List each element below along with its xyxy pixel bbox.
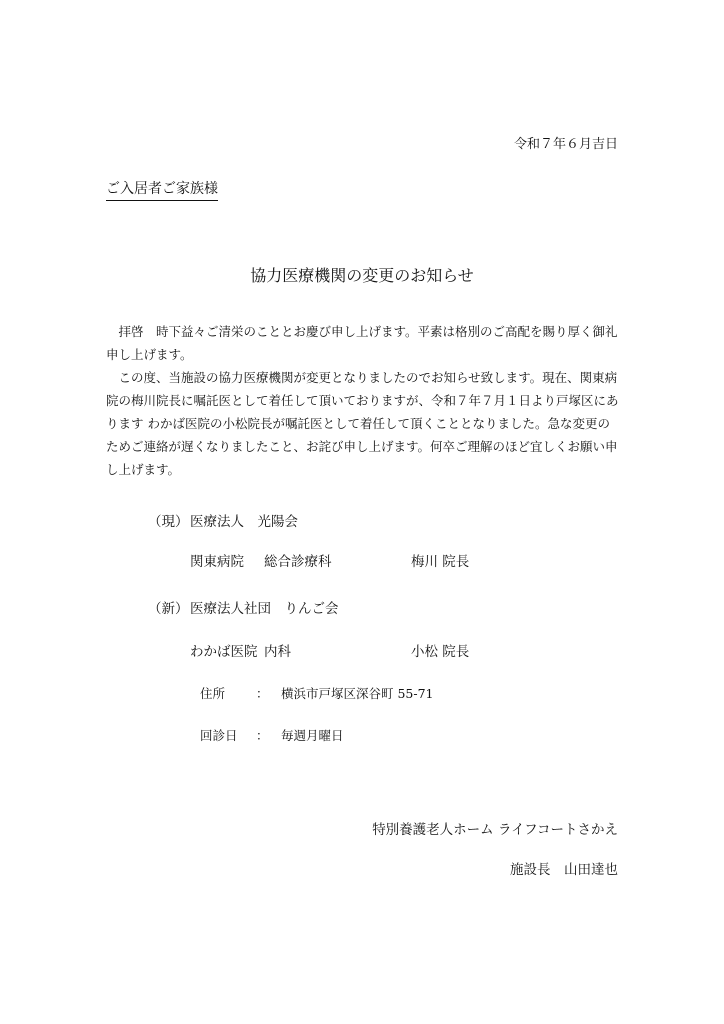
facility-name: 特別養護老人ホーム ライフコートさかえ	[372, 822, 618, 838]
letter-body	[106, 320, 622, 481]
body-paragraph-notice: この度、当施設の協力医療機関が変更となりましたのでお知らせ致します。現在、関東病院の梅川院長に嘱託医として着任して頂いておりますが、令和７年７月１日より戸塚区にあります わかば医院の小松院長が嘱託医として着任して頂くこととなりました。急な変更のためご連絡が遅くなりましたこと、お詫び申し上げます。何卒ご理解のほど宜しくお願い申し上げます。	[106, 370, 619, 477]
new-doctor: 小松 院長	[411, 644, 470, 660]
visit-day-value: 毎週月曜日	[281, 728, 344, 743]
current-hospital: 関東病院	[190, 554, 244, 570]
new-department: 内科	[264, 644, 291, 660]
address-separator: ：	[256, 686, 269, 701]
address-value: 横浜市戸塚区深谷町 55-71	[281, 686, 434, 701]
address-label: 住所	[200, 686, 226, 701]
new-hospital: わかば医院	[190, 644, 258, 660]
current-department: 総合診療科	[264, 554, 332, 570]
letter-date: 令和７年６月吉日	[513, 137, 618, 152]
visit-day-label: 回診日	[200, 728, 238, 743]
new-label: （新）	[148, 601, 189, 617]
current-label: （現）	[148, 514, 189, 530]
new-organization: 医療法人社団 りんご会	[190, 601, 339, 617]
current-organization: 医療法人 光陽会	[190, 514, 298, 530]
addressee: ご入居者ご家族様	[106, 178, 218, 201]
facility-director: 施設長 山田達也	[510, 862, 618, 878]
current-doctor: 梅川 院長	[411, 554, 470, 570]
visit-day-separator: ：	[256, 728, 269, 743]
letter-title: 協力医療機関の変更のお知らせ	[250, 266, 474, 285]
body-paragraph-greeting: 拝啓 時下益々ご清栄のこととお慶び申し上げます。平素は格別のご高配を賜り厚く御礼申し上げます。	[106, 324, 618, 362]
